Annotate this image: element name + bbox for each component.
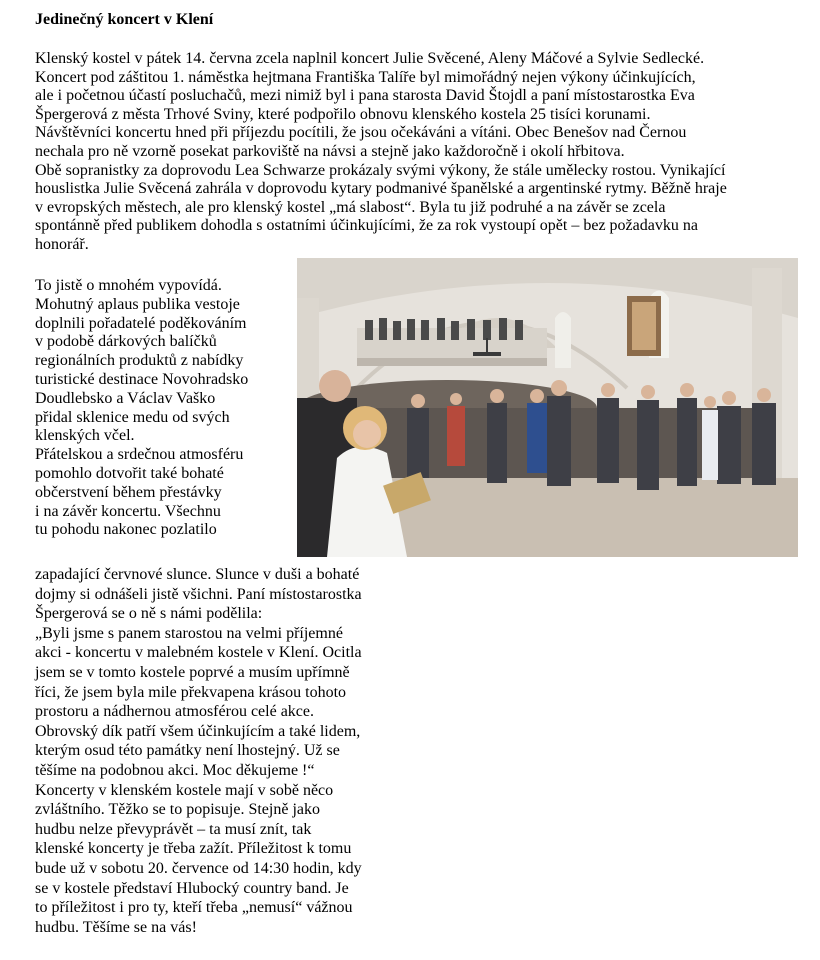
text-line: Špergerová z města Trhové Sviny, které podpořilo obnovu klenského kostela 25 tisíci korunami. [35, 105, 651, 123]
text-line: Koncert pod záštitou 1. náměstka hejtmana Františka Talíře byl mimořádný nejen výkony účinkujících, [35, 68, 696, 86]
concert-audience-photo [297, 258, 798, 557]
text-line: jsem se v tomto kostele poprvé a musím upřímně [35, 663, 350, 681]
text-line: hudbu. Těšíme se na vás! [35, 918, 197, 936]
text-line: turistické destinace Novohradsko [35, 370, 249, 388]
text-line: se v kostele představí Hlubocký country band. Je [35, 879, 349, 897]
text-line: občerstvení během přestávky [35, 483, 222, 501]
text-line: Špergerová se o ně s námi podělila: [35, 605, 263, 623]
text-line: pomohlo dotvořit také bohaté [35, 464, 224, 482]
text-line: zvláštního. Těžko se to popisuje. Stejně jako [35, 801, 320, 819]
text-line: Klenský kostel v pátek 14. června zcela naplnil koncert Julie Svěcené, Aleny Máčové a Sylvie Sedlecké. [35, 50, 705, 67]
text-line: houslistka Julie Svěcená zahrála v doprovodu kytary podmanivé španělské a argentinské rytmy. Běžně hraje [35, 180, 727, 198]
text-line: i na závěr koncertu. Všechnu [35, 502, 221, 520]
text-line: Návštěvníci koncertu hned při příjezdu pocítili, že jsou očekáváni a vítáni. Obec Benešov nad Černou [35, 124, 687, 142]
text-line: v podobě dárkových balíčků [35, 333, 217, 351]
text-line: říci, že jsem byla mile překvapena krásou tohoto [35, 683, 347, 701]
text-line: Obrovský dík patří všem účinkujícím a také lidem, [35, 722, 361, 740]
text-line: klenské koncerty je třeba zažít. Příležitost k tomu [35, 840, 352, 858]
text-line: dojmy si odnášeli jistě všichni. Paní místostarostka [35, 585, 362, 603]
article-bottom-column [35, 565, 455, 937]
text-line: klenských včel. [35, 427, 135, 445]
article-intro [35, 50, 805, 255]
text-line: akci - koncertu v malebném kostele v Klení. Ocitla [35, 644, 362, 662]
text-line: Koncerty v klenském kostele mají v sobě něco [35, 781, 334, 799]
text-line: Obě sopranistky za doprovodu Lea Schwarze prokázaly svými výkony, že stále umělecky rostou. Vynikající [35, 161, 726, 179]
text-line: nechala pro ně vzorně posekat parkoviště na návsi a stejně jako každoročně i okolí hřbitova. [35, 142, 625, 160]
text-line: honorář. [35, 235, 89, 253]
text-line: tu pohodu nakonec pozlatilo [35, 521, 217, 539]
text-line: hudbu nelze převyprávět – ta musí znít, tak [35, 820, 312, 838]
text-line: ale i početnou účastí posluchačů, mezi nimiž byl i pana starosta David Štojdl a paní místostarostka Eva [35, 87, 695, 105]
text-line: Doudlebsko a Václav Vaško [35, 389, 216, 407]
text-line: Přátelskou a srdečnou atmosféru [35, 446, 244, 464]
text-line: spontánně před publikem dohodla s ostatními účinkujícími, že za rok vystoupí opět – bez požadavku na [35, 217, 698, 235]
text-line: zapadající červnové slunce. Slunce v duši a bohaté [35, 566, 360, 583]
text-line: doplnili pořadatelé poděkováním [35, 314, 247, 332]
church-interior-illustration [297, 258, 798, 557]
text-line: regionálních produktů z nabídky [35, 352, 244, 370]
text-line: „Byli jsme s panem starostou na velmi příjemné [35, 624, 343, 642]
text-line: v evropských městech, ale pro klenský kostel „má slabost“. Byla tu již podruhé a na závěr se zcela [35, 198, 666, 216]
text-line: přidal sklenice medu od svých [35, 408, 230, 426]
text-line: Mohutný aplaus publika vestoje [35, 295, 240, 313]
text-line: prostoru a nádhernou atmosférou celé akce. [35, 703, 314, 721]
text-line: bude už v sobotu 20. července od 14:30 hodin, kdy [35, 859, 362, 877]
text-line: To jistě o mnohém vypovídá. [35, 277, 222, 294]
text-line: to příležitost i pro ty, kteří třeba „nemusí“ vážnou [35, 899, 353, 917]
text-line: kterým osud této památky není lhostejný. Už se [35, 742, 340, 760]
text-line: těšíme na podobnou akci. Moc děkujeme !“ [35, 761, 315, 779]
article-side-column [35, 277, 295, 540]
article-title: Jedinečný koncert v Klení [35, 11, 214, 28]
